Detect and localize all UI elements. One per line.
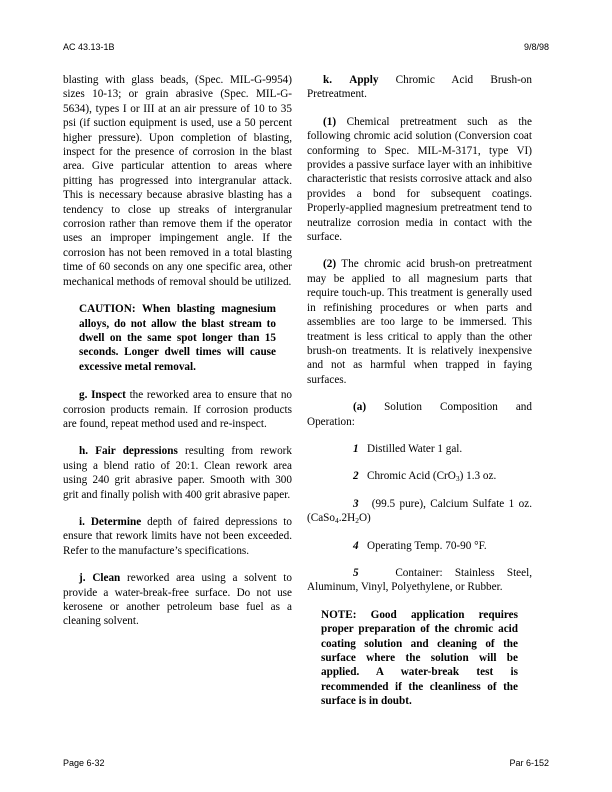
list-text-3b: .2H [338,512,356,525]
item-text-i: depth of faired depressions to ensure that rework limits have not been exceeded. Refer to the manufacture’s specifications. [63,515,292,557]
subscript-2: 2 [355,516,359,526]
list-text-1: Distilled Water 1 gal. [366,442,463,455]
paragraph-g [63,388,292,431]
list-item-1 [307,442,532,456]
paragraph-2 [307,257,532,387]
item-label-1: (1) [323,115,337,128]
item-text-j: reworked area using a solvent to provide a water-break-free surface. Do not use kerosene or another petroleum base fuel as a cleaning solvent. [63,572,293,628]
note-notice: NOTE: Good application requires proper preparation of the chromic acid coating solution and cleaning of the surface where the solution will be applied. A water-break test is recommended if the cleanliness of the surface is in doubt. [321,608,518,708]
document-id: AC 43.13-1B [63,42,115,52]
item-lead-i: Determine [90,515,142,528]
left-column [63,73,292,642]
item-text-2: The chromic acid brush-on pretreatment may be applied to all magnesium parts that require touch-up. This treatment is generally used in refinishing procedures or when parts and assemblies are too large to be immersed. This treatment is less critical to apply than the other brush-on treatments. It is relatively inexpensive and not as harmful when trapped in faying surfaces. [307,258,532,386]
item-label-k: k. [323,74,333,86]
right-column [307,73,532,709]
document-date: 9/8/98 [523,42,549,52]
list-text-2b: ) 1.3 oz. [459,470,497,483]
paragraph-j [63,571,292,629]
caution-notice: CAUTION: When blasting magnesium alloys, do not allow the blast stream to dwell on the same spot longer than 15 seconds. Longer dwell times will cause excessive metal removal. [79,303,276,373]
paragraph-blasting: blasting with glass beads, (Spec. MIL-G-9954) sizes 10-13; or grain abrasive (Spec. MIL-G-5634), types I or III at an air pressure of 10 to 35 psi (if suction equipment is used, use a 50 percent higher pressure). Upon completion of blasting, inspect for the presence of corrosion in the blast area. Give particular attention to areas where pitting has progressed into intergranular attack. This is necessary because abrasive blasting has a tendency to close up streaks of intergranular corrosion rather than remove them if the operator uses an improper impingement angle. If the corrosion has not been removed in a total blasting time of 60 seconds on any one specific area, other mechanical methods of removal should be utilized. [63,74,292,288]
paragraph-i [63,515,292,558]
item-text-h: resulting from rework using a blend ratio of 20:1. Clean rework area using 240 grit abrasive paper. Smooth with 300 grit and finally polish with 400 grit abrasive paper. [63,445,292,501]
item-label-h: h. [79,445,89,458]
list-text-4: Operating Temp. 70-90 °F. [366,539,487,552]
item-label-j: j. [79,572,86,585]
paragraph-h [63,444,292,502]
list-text-3a: (99.5 pure), Calcium Sulfate 1 oz. (CaSo [307,497,533,525]
list-item-3 [307,497,532,526]
paragraph-a [307,400,532,429]
item-lead-g: Inspect [91,389,126,402]
list-item-2 [307,469,532,483]
list-num-5: 5 [353,566,359,579]
item-lead-j: Clean [92,572,121,585]
list-item-4 [307,539,532,553]
item-label-a: (a) [353,401,367,414]
paragraph-k [307,73,532,102]
list-text-3c: O) [358,512,371,525]
list-num-4: 4 [353,539,359,552]
item-label-g: g. [79,389,88,402]
paragraph-1 [307,115,532,245]
list-num-1: 1 [353,442,359,455]
subscript-3: 3 [455,474,460,484]
page-number: Page 6-32 [63,758,105,768]
list-num-2: 2 [353,470,359,483]
list-text-2a: Chromic Acid (CrO [366,470,456,483]
item-label-i: i. [79,515,85,528]
list-item-5 [307,566,532,595]
item-lead-k: Apply [349,74,379,86]
subscript-4: 4 [334,516,339,526]
item-text-a: Solution Composition and Operation: [307,401,532,428]
item-text-k: Chromic Acid Brush-on Pretreatment. [307,74,532,101]
list-num-3: 3 [353,497,359,510]
item-text-1: Chemical pretreatment such as the following chromic acid solution (Conversion coat conforming to Spec. MIL-M-3171, type VI) provides a passive surface layer with an inhibitive characteristic that resists corrosive attack and also provides a bond for subsequent coatings. Properly-applied magnesium pretreatment tend to neutralize corrosion media in contact with the surface. [307,115,532,244]
item-label-2: (2) [323,258,337,271]
paragraph-reference: Par 6-152 [509,758,549,768]
item-lead-h: Fair depressions [95,445,178,458]
item-text-g: the reworked area to ensure that no corrosion products remain. If corrosion products are found, repeat method used and re-inspect. [63,389,293,430]
list-text-5: Container: Stainless Steel, Aluminum, Vinyl, Polyethylene, or Rubber. [307,566,533,594]
